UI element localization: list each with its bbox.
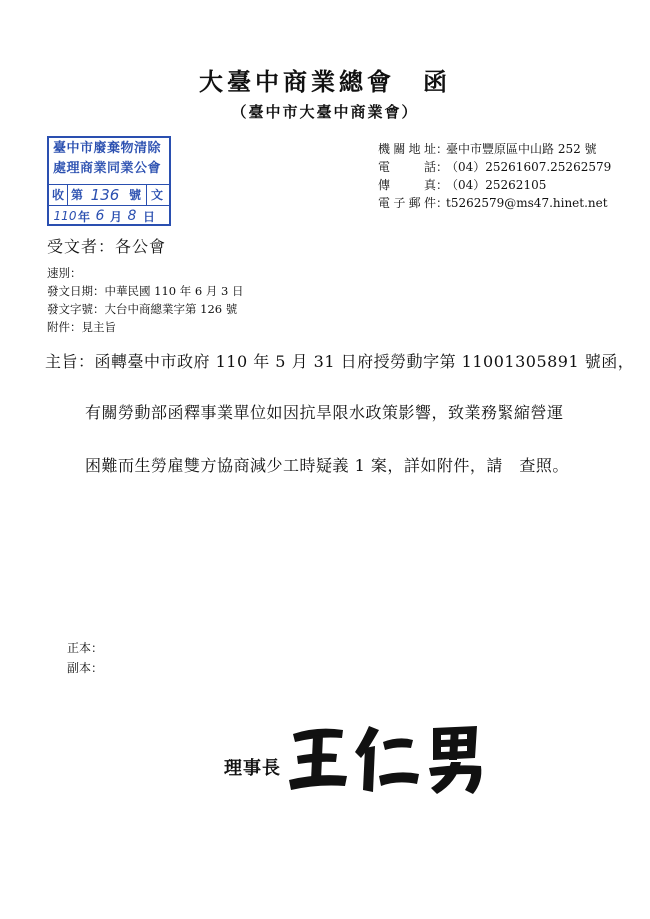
meta-attachment: 附件：見主旨	[47, 320, 116, 334]
stamp-org-line2: 處理商業同業公會	[53, 161, 162, 176]
sender-phone-row: 電 話 ： （04）25261607.25262579	[378, 160, 612, 174]
duplicate-recipients: 副本：	[67, 661, 104, 675]
fax-value: （04）25262105	[446, 178, 547, 192]
document-meta	[47, 264, 244, 336]
meta-speed: 速別：	[47, 266, 82, 280]
meta-date: 發文日期：中華民國 110 年 6 月 3 日	[47, 284, 244, 298]
sender-address-row: 機關地址 ： 臺中市豐原區中山路 252 號	[378, 142, 597, 156]
address-label: 機關地址	[378, 142, 436, 156]
stamp-no-label: 第	[70, 188, 83, 202]
stamp-receipt-number: 136	[90, 186, 120, 204]
document-title: 大臺中商業總會 函	[199, 67, 451, 96]
meta-ref-no: 發文字號：大台中商總業字第 126 號	[47, 302, 238, 316]
signature-block	[224, 718, 487, 798]
email-label: 電子郵件	[378, 196, 436, 210]
stamp-day-label: 日	[142, 209, 155, 224]
document-subtitle: （臺中市大臺中商業會）	[231, 103, 419, 121]
stamp-date-day: 8	[127, 208, 137, 224]
sender-fax-row: 傳 真 ： （04）25262105	[378, 178, 547, 192]
subject-line-3: 困難而生勞雇雙方協商減少工時疑義 1 案，詳如附件，請 查照。	[85, 456, 569, 475]
recipient: 受文者：各公會	[47, 237, 167, 256]
address-value: 臺中市豐原區中山路 252 號	[446, 142, 597, 156]
subject-line-1: 主旨：函轉臺中市政府 110 年 5 月 31 日府授勞動字第 11001305891 號函，	[45, 352, 635, 371]
stamp-month-label: 月	[109, 209, 122, 224]
stamp-receipt-row	[49, 184, 169, 205]
signature-title: 理事長	[224, 758, 281, 779]
copies-block	[67, 638, 103, 678]
sender-email-row: 電子郵件 ： t5262579@ms47.hinet.net	[378, 196, 608, 210]
stamp-hao-label: 號	[124, 185, 147, 205]
stamp-year-label: 年	[77, 209, 90, 224]
stamp-date-year: 110	[53, 209, 77, 223]
stamp-wen-label: 文	[150, 188, 163, 202]
receipt-stamp	[47, 136, 171, 226]
fax-label: 傳 真	[378, 178, 436, 192]
stamp-receipt-label: 收	[49, 185, 68, 205]
original-recipients: 正本：	[67, 641, 104, 655]
subject-line-2: 有關勞動部函釋事業單位如因抗旱限水政策影響，致業務緊縮營運	[85, 403, 564, 422]
stamp-org-line1: 臺中市廢棄物清除	[53, 141, 162, 156]
stamp-date-row	[49, 205, 169, 226]
sender-info	[378, 140, 611, 212]
phone-value: （04）25261607.25262579	[446, 160, 612, 174]
phone-label: 電 話	[378, 160, 436, 174]
email-value[interactable]: t5262579@ms47.hinet.net	[446, 196, 608, 210]
signature-image	[287, 718, 487, 798]
stamp-date-month: 6	[95, 208, 105, 224]
